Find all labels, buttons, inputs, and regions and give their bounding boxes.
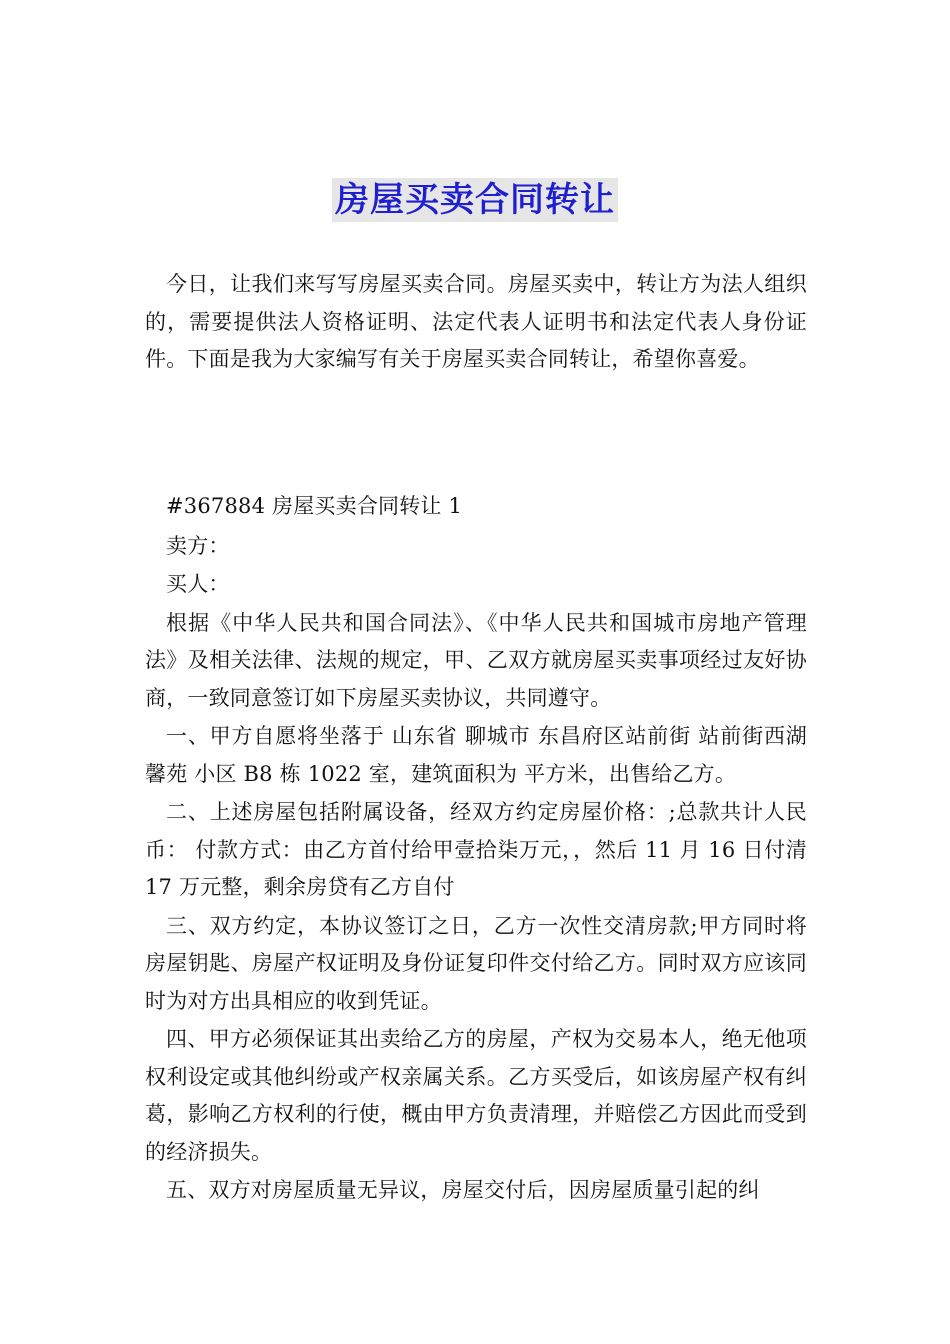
paragraph-clause-1: 一、甲方自愿将坐落于 山东省 聊城市 东昌府区站前街 站前街西湖馨苑 小区 B8 栋 1022 室，建筑面积为 平方米，出售给乙方。 [145, 724, 807, 786]
contract-section [145, 488, 807, 1211]
intro-paragraph: 今日，让我们来写写房屋买卖合同。房屋买卖中，转让方为法人组织的，需要提供法人资格证明、法定代表人证明书和法定代表人身份证件。下面是我为大家编写有关于房屋买卖合同转让，希望你喜爱。 [145, 272, 807, 371]
document-title: 房屋买卖合同转让 [332, 178, 618, 222]
title-container [0, 178, 950, 222]
intro-section [145, 266, 807, 379]
seller-label: 卖方： [166, 533, 230, 558]
section-heading: #367884 房屋买卖合同转让 1 [166, 494, 463, 518]
paragraph-legal-basis: 根据《中华人民共和国合同法》、《中华人民共和国城市房地产管理法》及相关法律、法规的规定，甲、乙双方就房屋买卖事项经过友好协商，一致同意签订如下房屋买卖协议，共同遵守。 [145, 610, 807, 710]
paragraph-clause-2: 二、上述房屋包括附属设备，经双方约定房屋价格：;总款共计人民币： 付款方式：由乙方首付给甲壹拾柒万元，，然后 11 月 16 日付清 17 万元整，剩余房贷有乙方自付 [145, 800, 807, 899]
paragraph-clause-4: 四、甲方必须保证其出卖给乙方的房屋，产权为交易本人，绝无他项权利设定或其他纠纷或产权亲属关系。乙方买受后，如该房屋产权有纠葛，影响乙方权利的行使，概由甲方负责清理，并赔偿乙方因此而受到的经济损失。 [145, 1027, 807, 1164]
paragraph-clause-3: 三、双方约定，本协议签订之日，乙方一次性交清房款;甲方同时将房屋钥匙、房屋产权证明及身份证复印件交付给乙方。同时双方应该同时为对方出具相应的收到凭证。 [145, 913, 807, 1013]
paragraph-clause-5: 五、双方对房屋质量无异议，房屋交付后，因房屋质量引起的纠 [166, 1178, 760, 1202]
buyer-label: 买人： [166, 572, 230, 596]
